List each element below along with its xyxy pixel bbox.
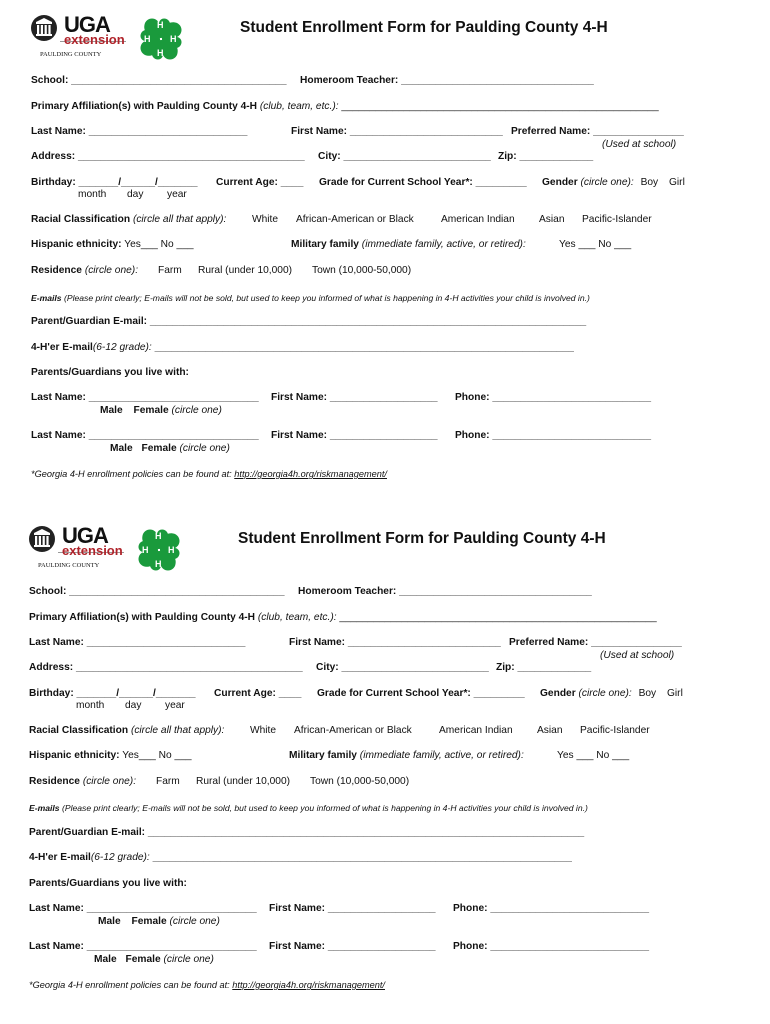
residence-row [31,265,138,277]
race-white-option[interactable]: White [252,214,279,225]
guardian2-male-option[interactable]: Male [110,443,133,454]
hispanic-label: Hispanic ethnicity: [29,750,120,761]
svg-text:H: H [157,48,164,58]
affiliation-row [29,612,657,624]
school-field[interactable]: School: ______________________________________ [31,75,287,86]
zip-field[interactable]: Zip: _____________ [498,151,594,162]
current-age-field[interactable]: Current Age: ____ [216,177,304,188]
racial-row [31,214,226,226]
race-pacific-option[interactable]: Pacific-Islander [580,725,650,736]
race-african-option[interactable]: African-American or Black [294,725,412,736]
policy-note: *Georgia 4-H enrollment policies can be found at: [29,980,230,990]
gender-girl-option[interactable]: Girl [668,177,685,188]
birthday-day-label: day [127,189,144,200]
military-label: Military family [289,750,357,761]
uga-extension-logo [30,13,130,63]
guardian2-last-name-field[interactable]: Last Name: ______________________________ [31,430,259,441]
guardian1-male-option[interactable]: Male [98,916,121,927]
her-email-row [31,342,574,354]
address-field[interactable]: Address: ________________________________________ [29,662,303,673]
guardian1-male-option[interactable]: Male [100,405,123,416]
policy-row [29,979,385,991]
guardian2-phone-field[interactable]: Phone: ____________________________ [453,941,649,952]
emails-row [29,802,588,814]
military-options[interactable]: Yes ___ No ___ [559,239,632,250]
affiliation-field[interactable]: ________________________________________________________ [339,612,657,623]
her-email-row [29,852,572,864]
county-text: PAULDING COUNTY [38,562,100,569]
birthday-field[interactable]: Birthday: _______/______/_______ [31,177,198,188]
gender-row [540,688,683,700]
military-hint: (immediate family, active, or retired): [361,239,526,250]
school-field[interactable]: School: ______________________________________ [29,586,285,597]
uga-text: UGA [62,523,108,548]
zip-field[interactable]: Zip: _____________ [496,662,592,673]
city-field[interactable]: City: __________________________ [318,151,491,162]
four-leaf-clover-icon [134,13,188,65]
svg-text:H: H [155,559,162,569]
guardian2-male-option[interactable]: Male [94,954,117,965]
gender-boy-option[interactable]: Boy [640,177,659,188]
guardian1-female-option[interactable]: Female [133,405,169,416]
first-name-field[interactable]: First Name: ___________________________ [289,637,501,648]
policy-link[interactable]: http://georgia4h.org/riskmanagement/ [232,980,385,990]
guardian1-circle-hint: (circle one) [169,916,220,927]
affiliation-label: Primary Affiliation(s) with Paulding County 4-H [29,612,256,623]
last-name-field[interactable]: Last Name: ____________________________ [29,637,246,648]
military-label: Military family [291,239,359,250]
race-asian-option[interactable]: Asian [537,725,563,736]
racial-hint: (circle all that apply): [132,214,227,225]
military-row [291,239,526,251]
residence-town-option[interactable]: Town (10,000-50,000) [310,776,410,787]
form-title: Student Enrollment Form for Paulding County 4-H [240,19,608,36]
hispanic-options[interactable]: Yes___ No ___ [122,750,192,761]
guardian1-circle-hint: (circle one) [171,405,222,416]
used-at-school-note: (Used at school) [602,139,677,150]
guardian2-sex-row [110,443,230,455]
gender-girl-option[interactable]: Girl [666,688,683,699]
county-text: PAULDING COUNTY [40,51,102,58]
guardian1-first-name-field[interactable]: First Name: ___________________ [269,903,436,914]
race-pacific-option[interactable]: Pacific-Islander [582,214,652,225]
parent-email-field[interactable]: Parent/Guardian E-mail: _____________________________________________________________________________ [31,316,587,327]
racial-row [29,725,224,737]
residence-farm-option[interactable]: Farm [158,265,182,276]
guardian1-female-option[interactable]: Female [131,916,167,927]
race-native-option[interactable]: American Indian [441,214,515,225]
policy-note: *Georgia 4-H enrollment policies can be found at: [31,469,232,479]
guardian2-last-name-field[interactable]: Last Name: ______________________________ [29,941,257,952]
military-options[interactable]: Yes ___ No ___ [557,750,630,761]
guardian2-female-option[interactable]: Female [141,443,177,454]
preferred-name-field[interactable]: Preferred Name: ________________ [509,637,682,648]
military-hint: (immediate family, active, or retired): [359,750,524,761]
guardian1-sex-row [98,916,220,928]
emails-label: E-mails [29,803,60,813]
birthday-field[interactable]: Birthday: _______/______/_______ [29,688,196,699]
guardian2-circle-hint: (circle one) [163,954,214,965]
grade-field[interactable]: Grade for Current School Year*: _________ [319,177,527,188]
svg-text:H: H [170,34,177,44]
emails-row [31,292,590,304]
homeroom-teacher-field[interactable]: Homeroom Teacher: __________________________________ [298,586,592,597]
residence-row [29,776,136,788]
affiliation-row [31,101,659,113]
her-email-hint: (6-12 grade): [90,852,150,863]
guardian2-circle-hint: (circle one) [179,443,230,454]
affiliation-field[interactable]: ________________________________________________________ [341,101,659,112]
hispanic-row [31,239,194,251]
residence-farm-option[interactable]: Farm [156,776,180,787]
guardian1-last-name-field[interactable]: Last Name: ______________________________ [31,392,259,403]
parents-live-with-label: Parents/Guardians you live with: [29,878,187,889]
birthday-year-label: year [167,189,187,200]
gender-hint: (circle one): [578,688,632,699]
race-white-option[interactable]: White [250,725,277,736]
four-leaf-clover-icon [132,524,186,576]
uga-text: UGA [64,12,110,37]
residence-hint: (circle one): [82,776,137,787]
hispanic-options[interactable]: Yes___ No ___ [124,239,194,250]
guardian2-first-name-field[interactable]: First Name: ___________________ [269,941,436,952]
birthday-year-label: year [165,700,185,711]
policy-row [31,468,387,480]
guardian1-sex-row [100,405,222,417]
guardian2-sex-row [94,954,214,966]
homeroom-teacher-field[interactable]: Homeroom Teacher: __________________________________ [300,75,594,86]
last-name-field[interactable]: Last Name: ____________________________ [31,126,248,137]
racial-label: Racial Classification [29,725,129,736]
guardian1-phone-field[interactable]: Phone: ____________________________ [455,392,651,403]
hispanic-label: Hispanic ethnicity: [31,239,122,250]
svg-text:H: H [155,531,162,541]
grade-field[interactable]: Grade for Current School Year*: _________ [317,688,525,699]
affiliation-hint: (club, team, etc.): [259,101,339,112]
enrollment-form-2 [0,511,770,1011]
residence-hint: (circle one): [84,265,139,276]
gender-hint: (circle one): [580,177,634,188]
parent-email-field[interactable]: Parent/Guardian E-mail: _____________________________________________________________________________ [29,827,585,838]
hispanic-row [29,750,192,762]
residence-rural-option[interactable]: Rural (under 10,000) [196,776,291,787]
guardian1-phone-field[interactable]: Phone: ____________________________ [453,903,649,914]
svg-text:H: H [142,545,149,555]
residence-town-option[interactable]: Town (10,000-50,000) [312,265,412,276]
affiliation-hint: (club, team, etc.): [257,612,337,623]
uga-extension-logo [28,524,128,574]
gender-boy-option[interactable]: Boy [638,688,657,699]
parents-live-with-label: Parents/Guardians you live with: [31,367,189,378]
gender-label: Gender [540,688,576,699]
her-email-field[interactable]: __________________________________________________________________________ [152,852,572,863]
racial-label: Racial Classification [31,214,131,225]
her-email-field[interactable]: __________________________________________________________________________ [154,342,574,353]
city-field[interactable]: City: __________________________ [316,662,489,673]
gender-label: Gender [542,177,578,188]
guardian2-first-name-field[interactable]: First Name: ___________________ [271,430,438,441]
first-name-field[interactable]: First Name: ___________________________ [291,126,503,137]
her-email-label: 4-H'er E-mail [31,342,93,353]
residence-label: Residence [29,776,80,787]
affiliation-label: Primary Affiliation(s) with Paulding County 4-H [31,101,258,112]
race-african-option[interactable]: African-American or Black [296,214,414,225]
emails-label: E-mails [31,293,62,303]
gender-row [542,177,685,189]
guardian2-female-option[interactable]: Female [125,954,161,965]
used-at-school-note: (Used at school) [600,650,675,661]
guardian2-phone-field[interactable]: Phone: ____________________________ [455,430,651,441]
her-email-hint: (6-12 grade): [92,342,152,353]
military-row [289,750,524,762]
enrollment-form-1 [0,0,770,500]
birthday-day-label: day [125,700,142,711]
birthday-month-label: month [78,189,107,200]
preferred-name-field[interactable]: Preferred Name: ________________ [511,126,684,137]
emails-note: (Please print clearly; E-mails will not be sold, but used to keep you informed of what is happening in 4-H activities your child is involved in.) [61,803,588,813]
emails-note: (Please print clearly; E-mails will not be sold, but used to keep you informed of what is happening in 4-H activities your child is involved in.) [63,293,590,303]
her-email-label: 4-H'er E-mail [29,852,91,863]
policy-link[interactable]: http://georgia4h.org/riskmanagement/ [234,469,387,479]
extension-text: extension [64,32,125,47]
race-asian-option[interactable]: Asian [539,214,565,225]
guardian1-last-name-field[interactable]: Last Name: ______________________________ [29,903,257,914]
race-native-option[interactable]: American Indian [439,725,513,736]
form-title: Student Enrollment Form for Paulding County 4-H [238,530,606,547]
guardian1-first-name-field[interactable]: First Name: ___________________ [271,392,438,403]
svg-text:H: H [168,545,175,555]
current-age-field[interactable]: Current Age: ____ [214,688,302,699]
extension-text: extension [62,543,123,558]
svg-text:H: H [157,20,164,30]
address-field[interactable]: Address: ________________________________________ [31,151,305,162]
racial-hint: (circle all that apply): [130,725,225,736]
residence-rural-option[interactable]: Rural (under 10,000) [198,265,293,276]
svg-text:H: H [144,34,151,44]
birthday-month-label: month [76,700,105,711]
residence-label: Residence [31,265,82,276]
